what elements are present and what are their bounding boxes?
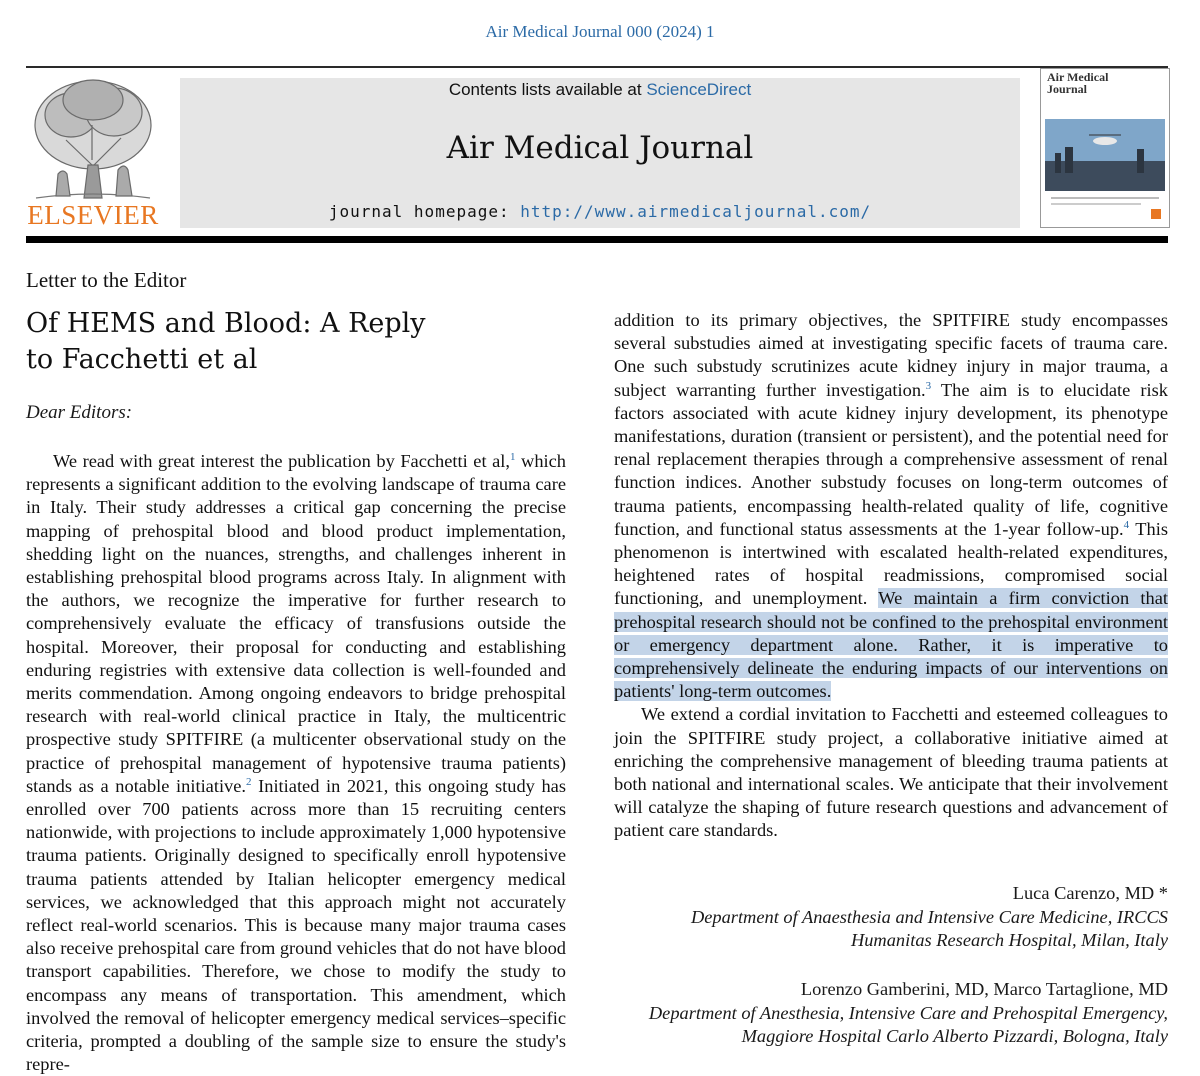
p2-text-a: addition to its primary objectives, the SPITFIRE study encompasses several substudies aimed at investigating specific facets of trauma care. One such substudy scrutinizes acute kidney injury in major trauma, a subject warranting further investigation. bbox=[614, 310, 1168, 400]
highlighted-text[interactable]: We maintain a firm conviction that prehospital research should not be confined to the prehospital environment or emergency department alone. Rather, it is imperative to comprehensively delineate the enduring impacts of our interventions on patients' long-term outcomes. bbox=[614, 588, 1168, 702]
affiliation-2-line-2: Maggiore Hospital Carlo Alberto Pizzardi, Bologna, Italy bbox=[741, 1026, 1168, 1046]
author-1: Luca Carenzo, MD * bbox=[1012, 883, 1168, 903]
p1-text-c: Initiated in 2021, this ongoing study has enrolled over 700 patients across more than 15 recruiting centers nationwide, with projections to include approximately 1,000 hypotensive trauma patients. Originally designed to specifically enroll hypotensive trauma patients attended by Italian helicopter emergency medical services, we acknowledged that this approach might not accurately reflect real-world scenarios. This is because many major trauma cases also receive prehospital care from ground vehicles that do not have blood transport capabilities. Therefore, we chose to modify the study to encompass any means of transportation. This amendment, which involved the removal of helicopter emergency medical services–specific criteria, prompted a doubling of the sample size to ensure the study's repre- bbox=[26, 775, 566, 1075]
p2-text-c: This phenomenon is intertwined with escalated health-related expenditures, heightened rates of hospital readmissions, compromised social functioning, and unemployment. bbox=[614, 518, 1168, 609]
p2-text-b: The aim is to elucidate risk factors associated with acute kidney injury development, its phenotype manifestations, duration (transient or persistent), and the potential need for renal replacement therapies through a comprehensive assessment of renal function indices. Another substudy focuses on long-term outcomes of trauma patients, encompassing health-related quality of life, cognitive function, and functional status assessments at the 1-year follow-up. bbox=[614, 379, 1168, 539]
salutation: Dear Editors: bbox=[26, 402, 133, 423]
reference-2-link[interactable]: 2 bbox=[246, 775, 252, 788]
cover-image bbox=[1041, 69, 1169, 227]
reference-1-link[interactable]: 1 bbox=[509, 450, 516, 463]
author-2: Lorenzo Gamberini, MD, Marco Tartaglione, MD bbox=[800, 979, 1168, 999]
paragraph-3: We extend a cordial invitation to Facchetti and esteemed colleagues to join the SPITFIRE study project, a collaborative initiative aimed at enriching the comprehensive management of bleeding trauma patients at both national and international scales. We anticipate that their involvement will catalyze the shaping of future research questions and advancement of patient care standards. bbox=[614, 704, 1168, 841]
reference-4-link[interactable]: 4 bbox=[1123, 518, 1130, 531]
affiliation-1-line-2: Humanitas Research Hospital, Milan, Italy bbox=[850, 930, 1168, 950]
right-column bbox=[614, 309, 1168, 843]
running-head: Air Medical Journal 000 (2024) 1 bbox=[485, 22, 715, 41]
contents-line bbox=[180, 80, 1020, 100]
journal-title: Air Medical Journal bbox=[446, 130, 754, 166]
title-line-2: to Facchetti et al bbox=[26, 344, 258, 375]
signature-block-2 bbox=[649, 978, 1168, 1049]
title-line-1: Of HEMS and Blood: A Reply bbox=[26, 308, 426, 339]
contents-prefix: Contents lists available at bbox=[448, 80, 647, 99]
reference-3-link[interactable]: 3 bbox=[925, 379, 932, 392]
journal-homepage-line bbox=[180, 202, 1020, 221]
affiliation-2-line-1: Department of Anesthesia, Intensive Care and Prehospital Emergency, bbox=[648, 1002, 1168, 1023]
paragraph-1 bbox=[26, 450, 566, 1076]
article-type: Letter to the Editor bbox=[26, 268, 187, 292]
affiliation-1-line-1: Department of Anaesthesia and Intensive Care Medicine, IRCCS bbox=[690, 906, 1168, 927]
homepage-prefix: journal homepage: bbox=[328, 202, 521, 221]
paragraph-2 bbox=[614, 309, 1168, 703]
header-bottom-rule bbox=[26, 236, 1168, 243]
journal-cover-thumbnail[interactable] bbox=[1040, 68, 1170, 228]
homepage-link[interactable]: http://www.airmedicaljournal.com/ bbox=[520, 202, 872, 221]
signature-block-1 bbox=[691, 882, 1168, 953]
article-title bbox=[26, 306, 586, 378]
p1-text-b: which represents a significant addition to the evolving landscape of trauma care in Italy. Their study addresses a critical gap concerning the precise mapping of prehospital blood and blood product implementation, shedding light on the nuances, strengths, and challenges inherent in establishing prehospital blood programs across Italy. In alignment with the authors, we recognize the imperative for further research to comprehensively evaluate the efficacy of transfusions outside the hospital. Moreover, their proposal for conducting and establishing enduring registries with extensive data collection is well-founded and merits commendation. Among ongoing endeavors to bridge prehospital research with real-world clinical practice in Italy, the multicentric prospective study SPITFIRE (a multicenter observational study on the practice of prehospital management of hypotensive trauma patients) stands as a notable initiative. bbox=[26, 451, 566, 796]
left-column bbox=[26, 450, 566, 1076]
publisher-wordmark: ELSEVIER bbox=[27, 200, 159, 230]
cover-title: Air Medical Journal bbox=[1047, 70, 1109, 96]
sciencedirect-link[interactable]: ScienceDirect bbox=[646, 80, 752, 99]
p1-text-a: We read with great interest the publication by Facchetti et al, bbox=[53, 451, 510, 471]
